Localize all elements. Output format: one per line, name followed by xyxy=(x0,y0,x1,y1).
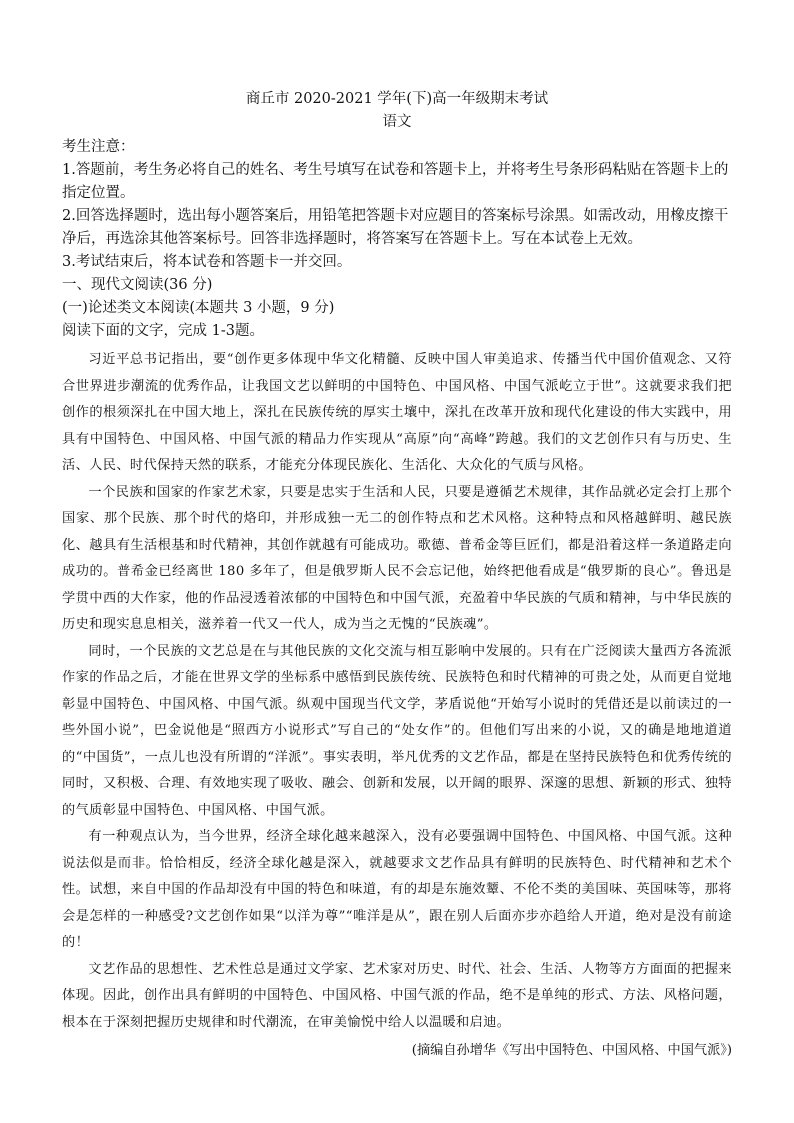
exam-title: 商丘市 2020-2021 学年(下)高一年级期末考试 xyxy=(245,91,549,107)
notice-item: 1.答题前，考生务必将自己的姓名、考生号填写在试卷和答题卡上，并将考生号条形码粘贴在答题卡上的指定位置。 xyxy=(62,162,729,201)
passage-source: (摘编自孙增华《写出中国特色、中国风格、中国气派》) xyxy=(411,1043,732,1058)
reading-passage xyxy=(62,347,732,1064)
notice-item: 3.考试结束后，将本试卷和答题卡一并交回。 xyxy=(62,254,352,270)
passage-paragraph: 一个民族和国家的作家艺术家，只要是忠实于生活和人民，只要是遵循艺术规律，其作品就必定会打上那个国家、那个民族、那个时代的烙印，并形成独一无二的创作特点和艺术风格。这种特点和风格越鲜明、越民族化、越具有生活根基和时代精神，其创作就越有可能成功。歌德、普希金等巨匠们，都是沿着这样一条道路走向成功的。普希金已经离世 180 多年了，但是俄罗斯人民不会忘记他，始终把他看成是“俄罗斯的良心”。鲁迅是学贯中西的大作家，他的作品浸透着浓郁的中国特色和中国气派，充盈着中华民族的气质和精神，与中华民族的历史和现实息息相关，滋养着一代又一代人，成为当之无愧的“民族魂”。 xyxy=(62,484,732,632)
passage-paragraph: 习近平总书记指出，要“创作更多体现中华文化精髓、反映中国人审美追求、传播当代中国价值观念、又符合世界进步潮流的优秀作品，让我国文艺以鲜明的中国特色、中国风格、中国气派屹立于世”。这就要求我们把创作的根须深扎在中国大地上，深扎在民族传统的厚实土壤中，深扎在改革开放和现代化建设的伟大实践中，用具有中国特色、中国风格、中国气派的精品力作实现从“高原”向“高峰”跨越。我们的文艺创作只有与历史、生活、人民、时代保持天然的联系，才能充分体现民族化、生活化、大众化的气质与风格。 xyxy=(62,352,732,473)
passage-paragraph: 文艺作品的思想性、艺术性总是通过文学家、艺术家对历史、时代、社会、生活、人物等方方面面的把握来体现。因此，创作出具有鲜明的中国特色、中国风格、中国气派的作品，绝不是单纯的形式、方法、风格问题，根本在于深刻把握历史规律和时代潮流，在审美愉悦中给人以温暖和启迪。 xyxy=(62,961,732,1030)
passage-paragraph: 有一种观点认为，当今世界，经济全球化越来越深入，没有必要强调中国特色、中国风格、中国气派。这种说法似是而非。恰恰相反，经济全球化越是深入，就越要求文艺作品具有鲜明的民族特色、时代精神和艺术个性。试想，来自中国的作品却没有中国的特色和味道，有的却是东施效颦、不伦不类的美国味、英国味等，那将会是怎样的一种感受?文艺创作如果“以洋为尊”“唯洋是从”，跟在别人后面亦步亦趋给人开道，绝对是没有前途的！ xyxy=(62,829,732,950)
section-instruction: 阅读下面的文字，完成 1-3题。 xyxy=(62,323,264,339)
exam-page xyxy=(62,88,732,1064)
section-subheading: (一)论述类文本阅读(本题共 3 小题，9 分) xyxy=(62,300,335,316)
exam-subject: 语文 xyxy=(382,114,412,130)
section-heading: 一、现代文阅读(36 分) xyxy=(62,277,213,293)
notice-heading: 考生注意： xyxy=(62,139,135,155)
notice-item: 2.回答选择题时，选出每小题答案后，用铅笔把答题卡对应题目的答案标号涂黑。如需改动，用橡皮擦干净后，再选涂其他答案标号。回答非选择题时，将答案写在答题卡上。写在本试卷上无效。 xyxy=(62,208,729,247)
passage-paragraph: 同时，一个民族的文艺总是在与其他民族的文化交流与相互影响中发展的。只有在广泛阅读大量西方各流派作家的作品之后，才能在世界文学的坐标系中感悟到民族传统、民族特色和时代精神的可贵之处，从而更自觉地彰显中国特色、中国风格、中国气派。纵观中国现当代文学，茅盾说他“开始写小说时的凭借还是以前读过的一些外国小说”，巴金说他是“照西方小说形式”写自己的“处女作”的。但他们写出来的小说，又的确是地地道道的“中国货”，一点儿也没有所谓的“洋派”。事实表明，举凡优秀的文艺作品，都是在坚持民族特色和优秀传统的同时，又积极、合理、有效地实现了吸收、融会、创新和发展，以开阔的眼界、深邃的思想、新颖的形式、独特的气质彰显中国特色、中国风格、中国气派。 xyxy=(62,643,732,818)
notice-block xyxy=(62,136,732,274)
